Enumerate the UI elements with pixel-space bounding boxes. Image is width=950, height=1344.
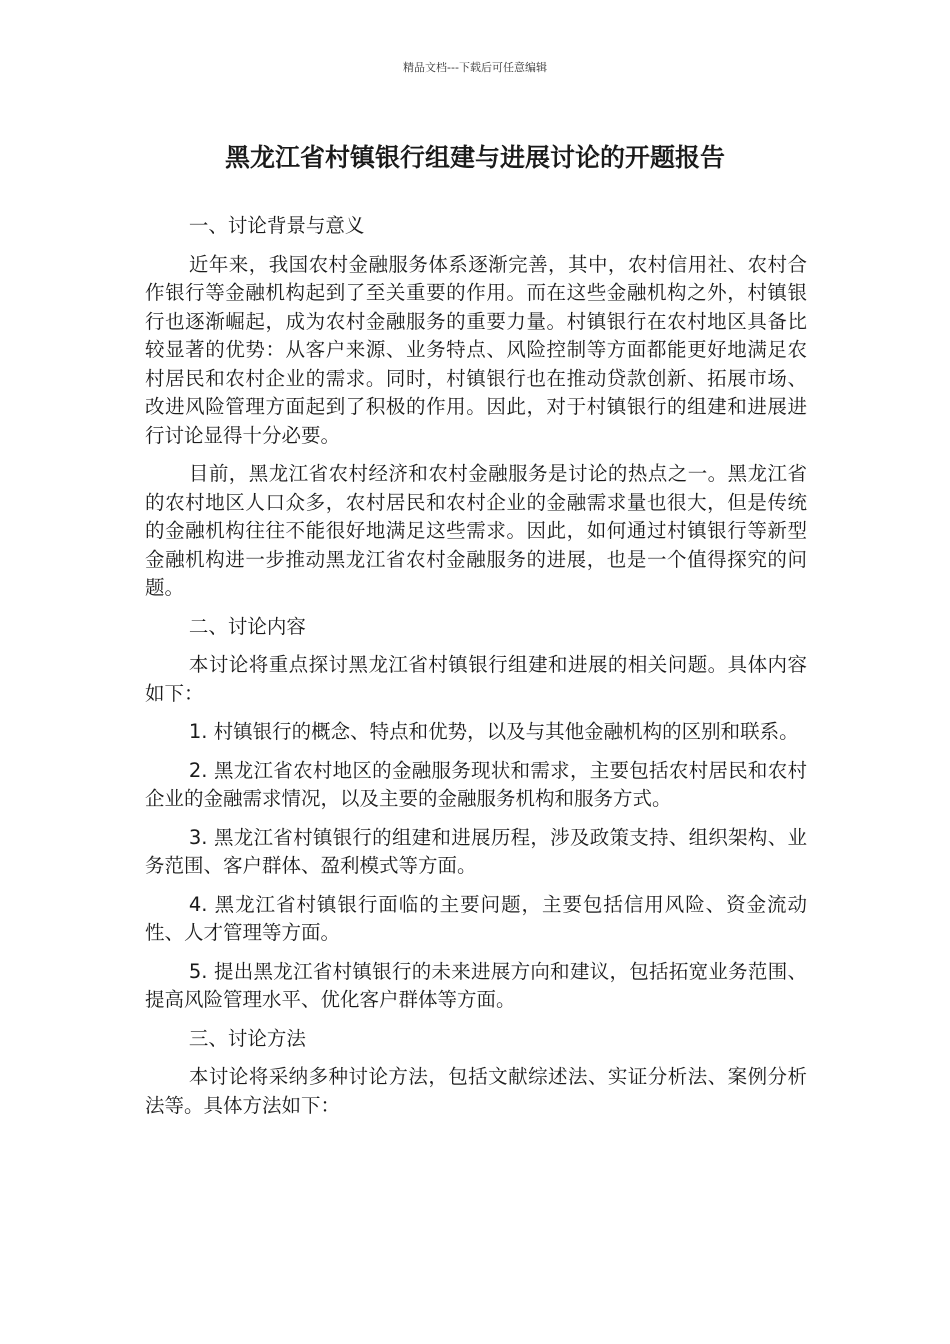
paragraph-methods-intro: 本讨论将采纳多种讨论方法，包括文献综述法、实证分析法、案例分析法等。具体方法如下： bbox=[145, 1065, 807, 1117]
document-body bbox=[145, 212, 807, 1130]
section-heading-background: 一、讨论背景与意义 bbox=[188, 214, 365, 237]
paragraph-background-1: 近年来，我国农村金融服务体系逐渐完善，其中，农村信用社、农村合作银行等金融机构起到了至关重要的作用。而在这些金融机构之外，村镇银行也逐渐崛起，成为农村金融服务的重要力量。村镇银行在农村地区具备比较显著的优势：从客户来源、业务特点、风险控制等方面都能更好地满足农村居民和农村企业的需求。同时，村镇银行也在推动贷款创新、拓展市场、改进风险管理方面起到了积极的作用。因此，对于村镇银行的组建和进展进行讨论显得十分必要。 bbox=[145, 252, 807, 447]
section-heading-content: 二、讨论内容 bbox=[188, 614, 306, 638]
document-title: 黑龙江省村镇银行组建与进展讨论的开题报告 bbox=[224, 143, 725, 172]
list-item-2: 2. 黑龙江省农村地区的金融服务现状和需求，主要包括农村居民和农村企业的金融需求情况，以及主要的金融服务机构和服务方式。 bbox=[145, 758, 807, 810]
list-item-3: 3. 黑龙江省村镇银行的组建和进展历程，涉及政策支持、组织架构、业务范围、客户群体、盈利模式等方面。 bbox=[145, 825, 807, 877]
paragraph-content-intro: 本讨论将重点探讨黑龙江省村镇银行组建和进展的相关问题。具体内容如下： bbox=[145, 653, 807, 705]
section-heading-methods: 三、讨论方法 bbox=[188, 1026, 306, 1050]
paragraph-background-2: 目前，黑龙江省农村经济和农村金融服务是讨论的热点之一。黑龙江省的农村地区人口众多，农村居民和农村企业的金融需求量也很大，但是传统的金融机构往往不能很好地满足这些需求。因此，如何通过村镇银行等新型金融机构进一步推动黑龙江省农村金融服务的进展，也是一个值得探究的问题。 bbox=[145, 462, 807, 599]
list-item-4: 4. 黑龙江省村镇银行面临的主要问题，主要包括信用风险、资金流动性、人才管理等方面。 bbox=[145, 892, 807, 944]
list-item-1: 1. 村镇银行的概念、特点和优势，以及与其他金融机构的区别和联系。 bbox=[188, 720, 799, 743]
header-note: 精品文档---下载后可任意编辑 bbox=[403, 61, 547, 74]
list-item-5: 5. 提出黑龙江省村镇银行的未来进展方向和建议，包括拓宽业务范围、提高风险管理水平、优化客户群体等方面。 bbox=[145, 959, 807, 1011]
